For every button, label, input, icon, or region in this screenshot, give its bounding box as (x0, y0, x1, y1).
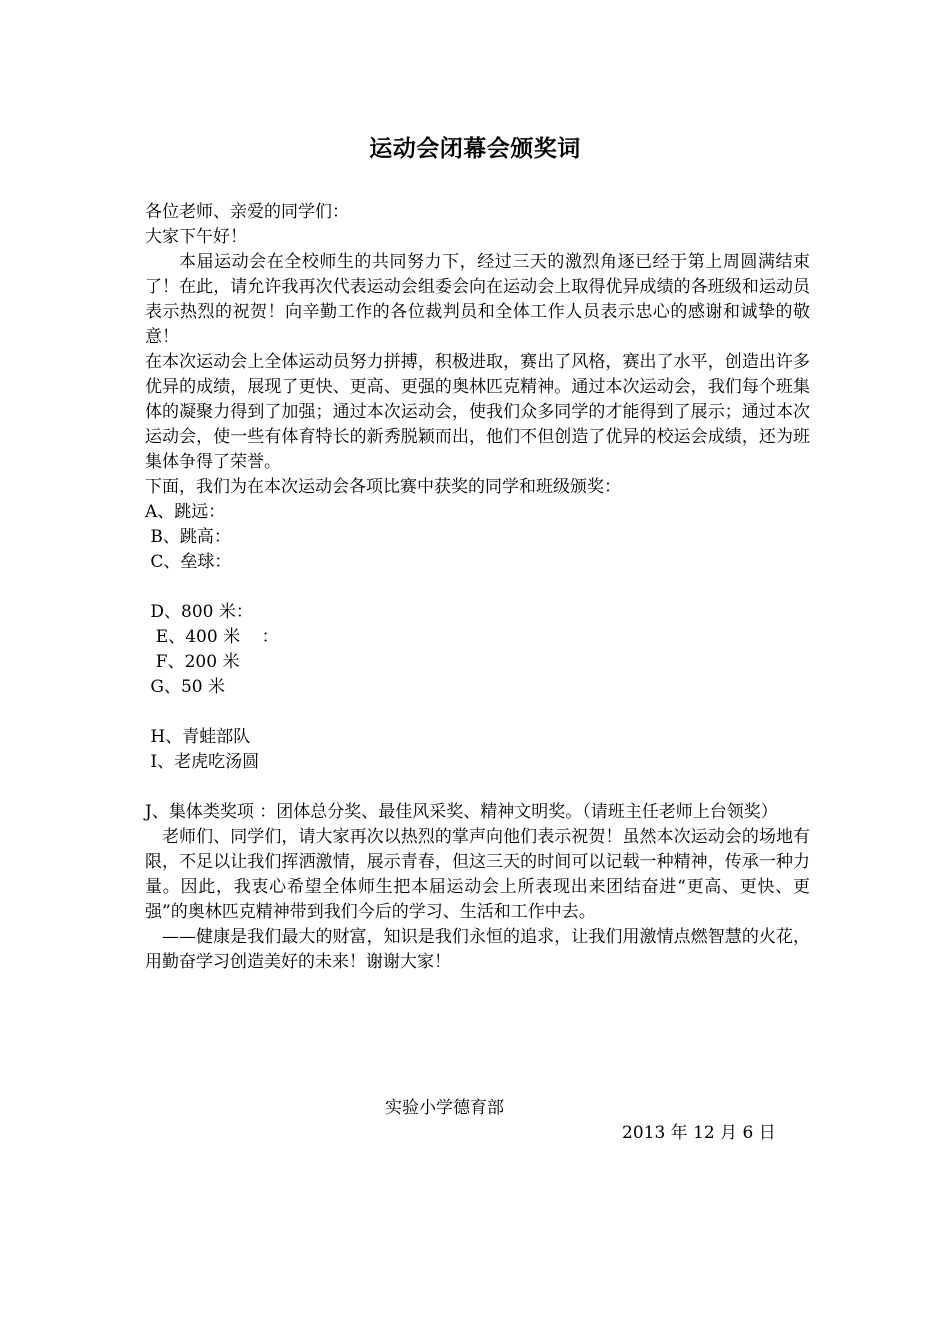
award-item-a: A、跳远： (145, 502, 226, 522)
signature-organization: 实验小学德育部 (385, 1098, 504, 1118)
document-body (145, 200, 810, 975)
final-paragraph: ——健康是我们最大的财富，知识是我们永恒的追求，让我们用激情点燃智慧的火花，用勤奋学习创造美好的未来！谢谢大家！ (145, 927, 810, 972)
award-item-d: D、800 米： (145, 602, 253, 622)
blank-line (145, 700, 810, 725)
award-item-f: F、200 米 (145, 652, 240, 672)
award-item-g: G、50 米 (145, 677, 226, 697)
signature-date: 2013 年 12 月 6 日 (622, 1123, 776, 1143)
salutation: 大家下午好！ (145, 227, 247, 247)
achievement-paragraph: 在本次运动会上全体运动员努力拼搏，积极进取，赛出了风格，赛出了水平，创造出许多优异的成绩，展现了更快、更高、更强的奥林匹克精神。通过本次运动会，我们每个班集体的凝聚力得到了加强；通过本次运动会，使我们众多同学的才能得到了展示；通过本次运动会，使一些有体育特长的新秀脱颖而出，他们不但创造了优异的校运会成绩，还为班集体争得了荣誉。 (145, 352, 810, 472)
award-item-j: J、集体类奖项 ：团体总分奖、最佳风采奖、精神文明奖。（请班主任老师上台领奖） (145, 802, 778, 822)
greeting: 各位老师、亲爱的同学们： (145, 202, 349, 222)
closing-paragraph: 老师们、同学们，请大家再次以热烈的掌声向他们表示祝贺！虽然本次运动会的场地有限，不足以让我们挥洒激情，展示青春，但这三天的时间可以记载一种精神，传承一种力量。因此，我衷心希望全体师生把本届运动会上所表现出来团结奋进“更高、更快、更强”的奥林匹克精神带到我们今后的学习、生活和工作中去。 (145, 827, 810, 922)
award-item-h: H、青蛙部队 (145, 727, 251, 747)
document-title: 运动会闭幕会颁奖词 (369, 136, 581, 162)
blank-line (145, 575, 810, 600)
blank-line (145, 775, 810, 800)
award-item-c: C、垒球： (145, 552, 232, 572)
award-item-i: I、老虎吃汤圆 (145, 752, 260, 772)
award-item-e: E、400 米 ： (145, 627, 279, 647)
opening-paragraph: 本届运动会在全校师生的共同努力下，经过三天的激烈角逐已经于第上周圆满结束了！在此，请允许我再次代表运动会组委会向在运动会上取得优异成绩的各班级和运动员表示热烈的祝贺！向辛勤工作的各位裁判员和全体工作人员表示忠心的感谢和诚挚的敬意！ (145, 252, 810, 347)
award-item-b: B、跳高： (145, 527, 231, 547)
awards-intro: 下面，我们为在本次运动会各项比赛中获奖的同学和班级颁奖： (145, 477, 621, 497)
